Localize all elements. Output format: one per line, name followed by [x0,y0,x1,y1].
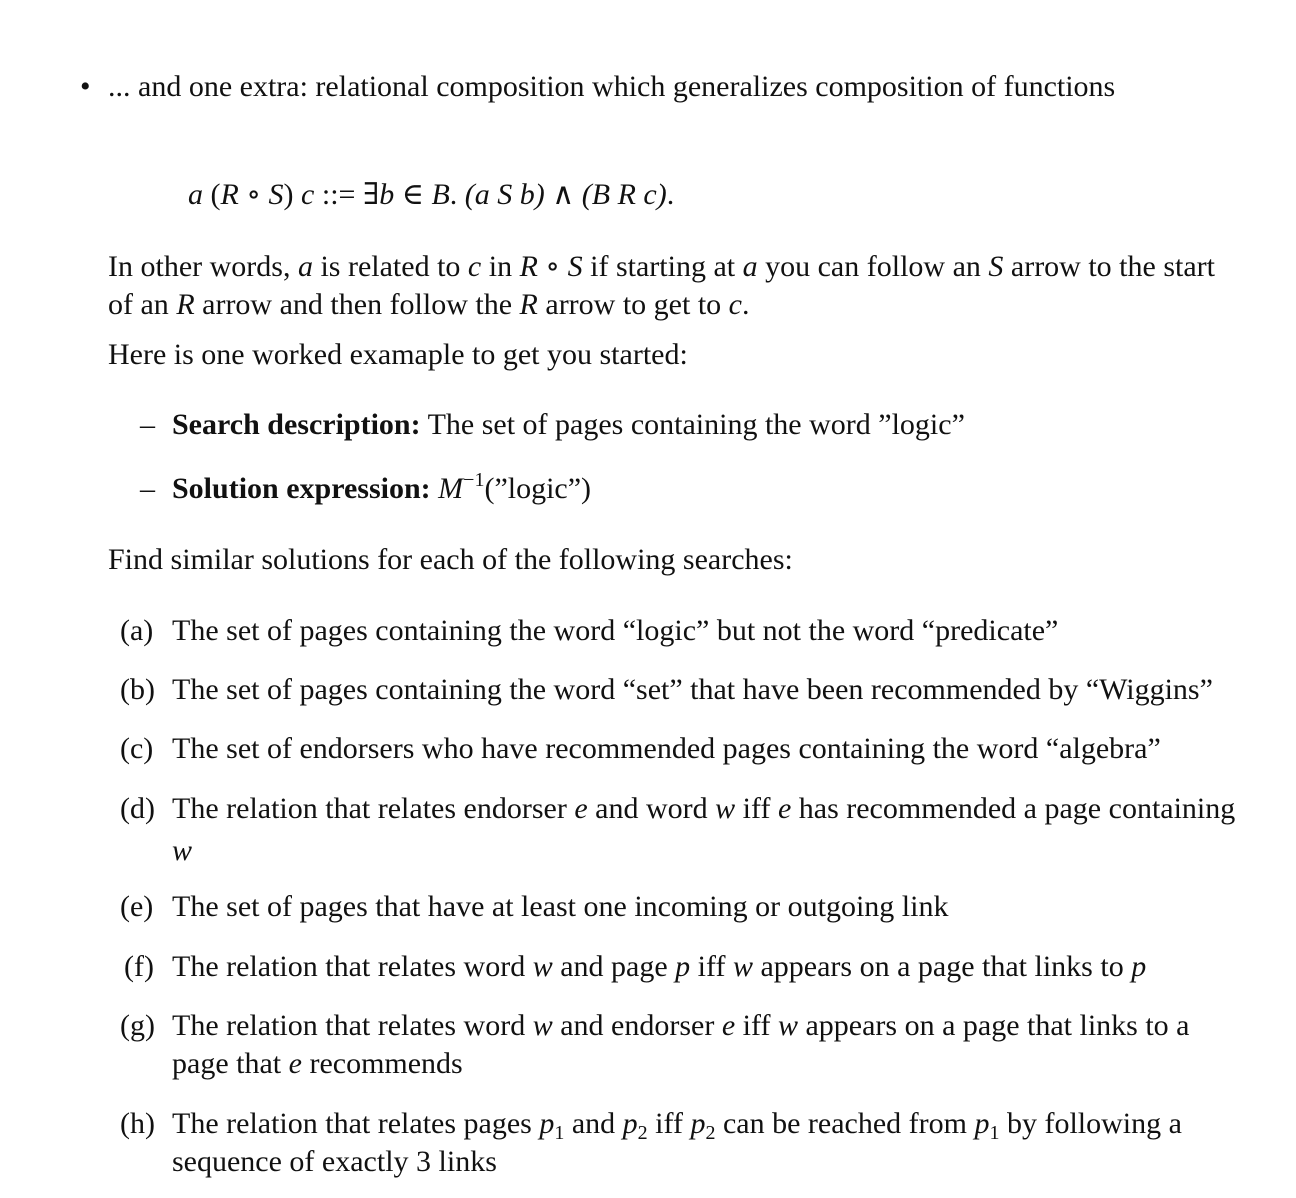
formula-in: ∈ [401,178,424,211]
exercise-item-g [0,1007,1296,1087]
text: appears on a page that links to [752,950,1132,983]
item-label: (d) [120,792,155,825]
var-w: w [532,950,553,983]
text: page that [172,1047,289,1080]
item-label: (c) [120,732,154,765]
item-text-line-1 [172,790,1282,828]
var-e: e [721,1009,736,1042]
text: The relation that relates word [172,950,533,983]
exercise-item-d [0,790,1296,870]
text: arrow and then follow the [194,288,520,321]
bullet-glyph: • [80,70,91,103]
item-text: The set of endorsers who have recommended pages containing the word “algebra” [172,732,1161,765]
text: and [564,1107,623,1140]
label: Search description: [172,408,421,441]
worked-solution-row [0,470,1296,508]
text: iff [735,792,778,825]
formula-b: b [379,178,395,211]
var-w: w [532,1009,553,1042]
formula-exists: ∃ [362,178,380,211]
var-p: p [622,1107,638,1140]
var-w: w [777,1009,798,1042]
text: In other words, [108,250,298,283]
item-label: (a) [120,614,154,647]
item-text: The set of pages containing the word “set” that have been recommended by “Wiggins” [172,673,1213,706]
formula-dot: . [449,178,458,211]
exercise-item-a [0,612,1296,652]
var-p: p [690,1107,706,1140]
worked-example-intro: Here is one worked examaple to get you started: [108,338,688,371]
text: The set of pages containing the word ”logic” [420,408,965,441]
exercise-item-e [0,888,1296,928]
item-text-line-1 [172,1007,1282,1045]
var-S: S [988,250,1004,283]
text: The relation that relates word [172,1009,533,1042]
text: can be reached from [715,1107,975,1140]
var-RoS: R ∘ S [519,250,583,283]
text: (”logic”) [484,472,592,505]
solution-expression [172,470,591,508]
item-label: (h) [120,1107,155,1140]
explanation-line-1 [108,248,1215,286]
formula-B: B [431,178,450,211]
formula-a: a [188,178,203,211]
exercise-item-h [0,1105,1296,1185]
text: The relation that relates endorser [172,792,575,825]
item-text-line-1 [172,1105,1282,1143]
label: Solution expression: [172,472,431,505]
formula-rparen: ) [283,178,294,211]
var-R: R [519,288,538,321]
item-label: (f) [124,950,154,983]
text: iff [647,1107,691,1140]
formula-c: c [301,178,315,211]
formula-part1: (a S b) [464,178,545,211]
var-c: c [467,250,482,283]
var-w: w [172,834,193,867]
var-p: p [675,950,691,983]
subscript: 1 [554,1122,565,1144]
var-p: p [539,1107,555,1140]
subscript: 2 [637,1122,648,1144]
item-text [172,948,1282,986]
subscript: 1 [989,1122,1000,1144]
text: and endorser [552,1009,722,1042]
var-M: M [438,472,464,505]
dash-marker: – [140,472,155,505]
var-R: R [176,288,195,321]
text: if starting at [582,250,743,283]
var-w: w [715,792,736,825]
exercise-item-c [0,730,1296,770]
formula-end: . [666,178,675,211]
var-e: e [288,1047,302,1080]
text: The relation that relates pages [172,1107,540,1140]
var-p: p [974,1107,990,1140]
find-intro: Find similar solutions for each of the following searches: [108,543,793,576]
formula-circ: ∘ [246,178,262,211]
dash-marker: – [140,408,155,441]
text: recommends [301,1047,463,1080]
text: is related to [312,250,468,283]
formula-lparen: ( [210,178,221,211]
var-a: a [297,250,313,283]
text: and word [587,792,716,825]
text: by following a [999,1107,1182,1140]
text: . [741,288,750,321]
var-e: e [574,792,588,825]
text: and page [552,950,676,983]
formula-and: ∧ [552,178,575,211]
text: arrow to get to [537,288,729,321]
subscript: 2 [705,1122,716,1144]
formula-part2: (B R c) [581,178,667,211]
text: arrow to the start [1003,250,1215,283]
text: has recommended a page containing [791,792,1236,825]
var-w: w [732,950,753,983]
formula-R: R [220,178,239,211]
var-a: a [742,250,758,283]
item-text: The set of pages that have at least one incoming or outgoing link [172,890,949,923]
exercise-item-b [0,671,1296,711]
item-text-line-2 [172,832,1282,870]
explanation-line-2 [108,286,749,324]
text: of an [108,288,177,321]
intro-bullet [80,70,91,104]
text: iff [690,950,733,983]
item-label: (b) [120,673,155,706]
var-e: e [777,792,792,825]
var-c: c [728,288,742,321]
search-description [172,406,965,444]
item-text: The set of pages containing the word “logic” but not the word “predicate” [172,614,1059,647]
item-text-line-2: sequence of exactly 3 links [172,1145,497,1178]
exercise-item-f [0,948,1296,988]
text: iff [735,1009,778,1042]
superscript: −1 [463,469,485,491]
formula-def: ::= [321,178,356,211]
intro-text: ... and one extra: relational composition which generalizes composition of functions [108,70,1116,103]
item-text-line-2 [172,1045,1282,1083]
text: appears on a page that links to a [797,1009,1190,1042]
worked-search-row [0,406,1296,444]
item-label: (g) [120,1009,155,1042]
text: you can follow an [757,250,989,283]
var-p: p [1131,950,1147,983]
item-label: (e) [120,890,154,923]
composition-formula [188,176,674,214]
formula-S: S [268,178,284,211]
text: in [481,250,520,283]
